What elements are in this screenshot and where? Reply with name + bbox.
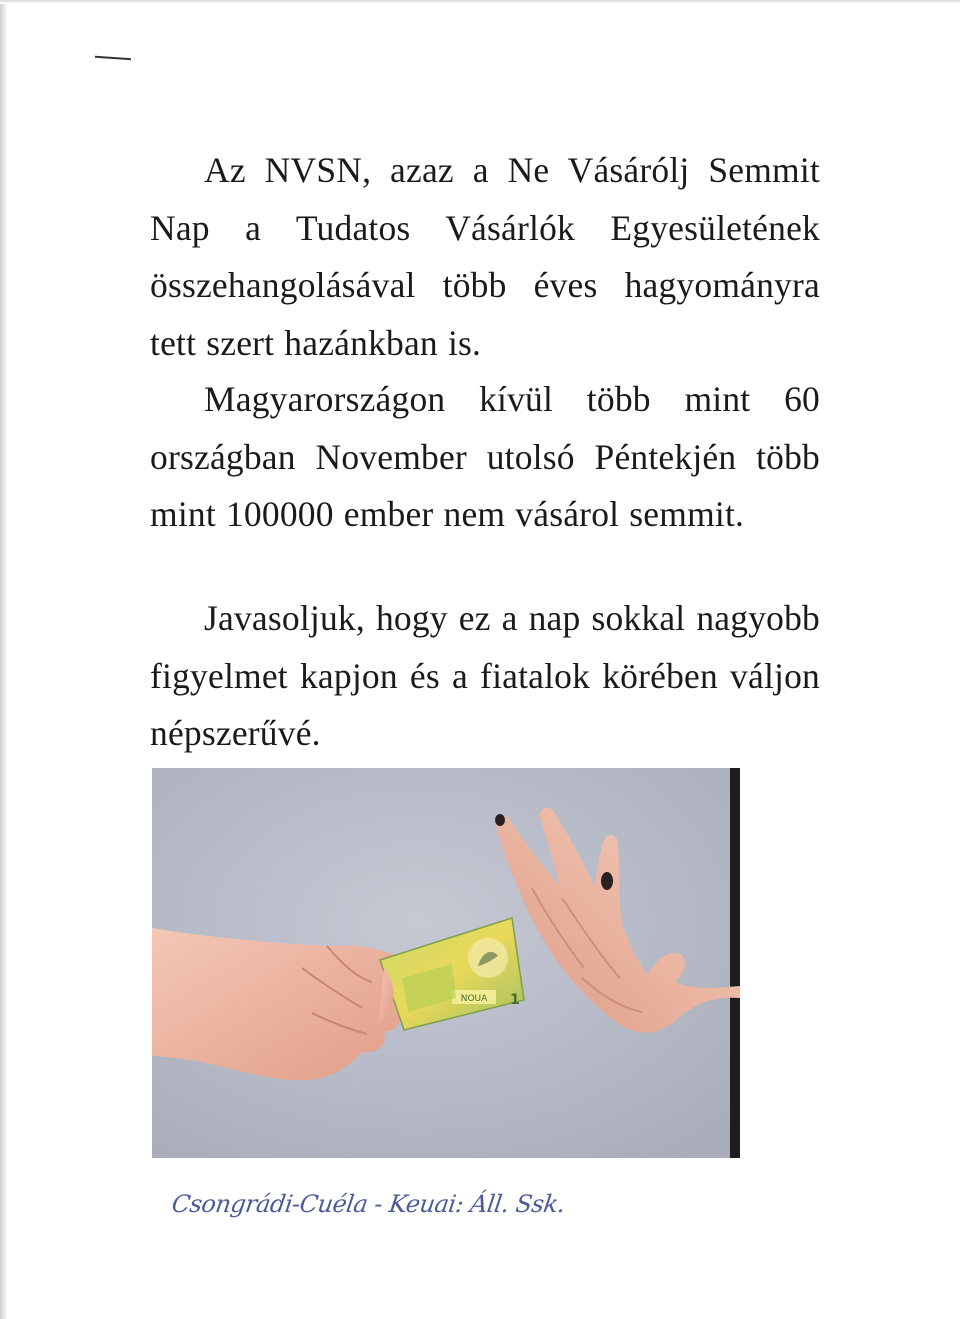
scan-mark bbox=[95, 56, 131, 61]
paragraph-2-block bbox=[150, 371, 820, 544]
handwritten-signature bbox=[172, 1190, 572, 1230]
paragraph-1-block bbox=[150, 142, 820, 372]
paragraph-3: Javasoljuk, hogy ez a nap sokkal nagyobb figyelmet kapjon és a fiatalok körében váljon népszerűvé. bbox=[150, 598, 820, 753]
photo-dark-edge bbox=[730, 768, 740, 1158]
banknote-text: NOUA bbox=[460, 994, 488, 1004]
nail bbox=[495, 814, 505, 826]
handwritten-note: Csongrádi-Cuéla - Keuai: Áll. Ssk. bbox=[170, 1190, 567, 1218]
paragraph-1: Az NVSN, azaz a Ne Vásárólj Semmit Nap a Tudatos Vásárlók Egyesületének összehangolásával több éves hagyományra tett szert hazánkban is. bbox=[150, 150, 820, 363]
banknote-value: 1 bbox=[510, 992, 520, 1008]
nail bbox=[601, 872, 613, 890]
refusing-money-photo bbox=[152, 768, 740, 1158]
paragraph-2: Magyarországon kívül több mint 60 országban November utolsó Péntekjén több mint 100000 ember nem vásárol semmit. bbox=[150, 379, 820, 534]
photo-illustration bbox=[152, 768, 740, 1158]
scan-left-edge bbox=[0, 0, 8, 1319]
scan-top-edge bbox=[0, 0, 960, 4]
paragraph-3-block bbox=[150, 590, 820, 763]
